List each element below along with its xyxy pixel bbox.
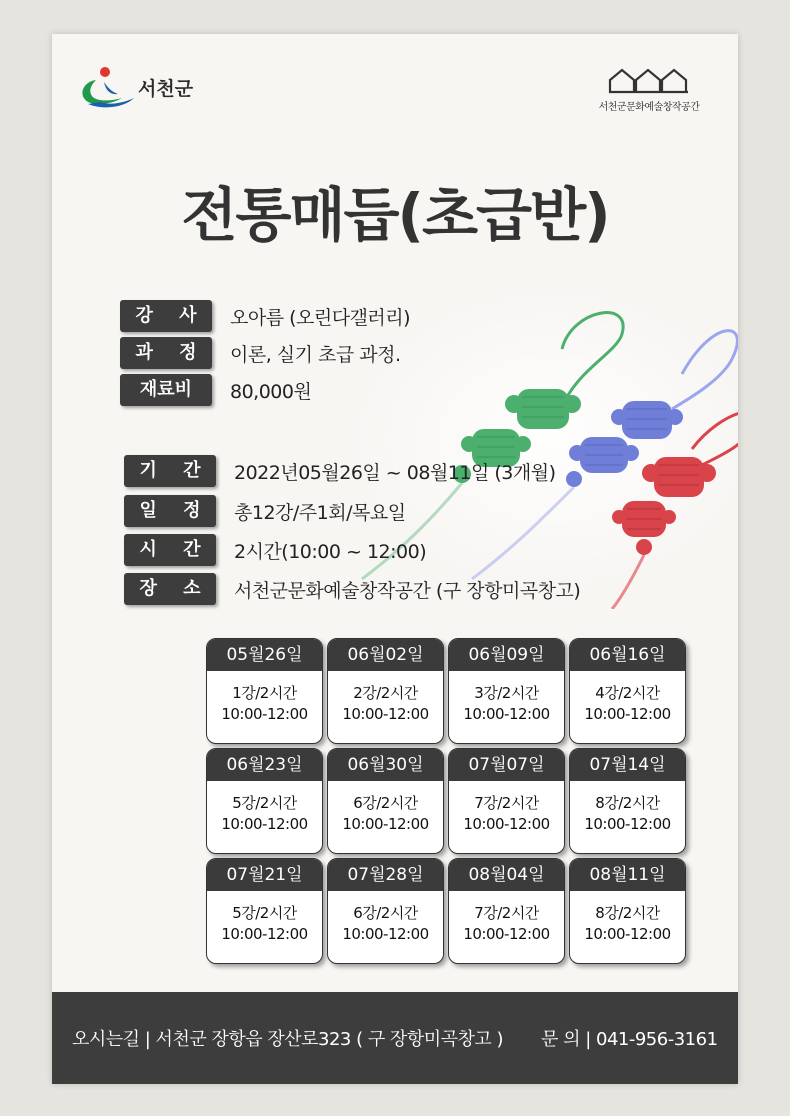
session-date: 06월30일 xyxy=(328,749,443,781)
session-card xyxy=(327,748,444,854)
culture-space-logo xyxy=(584,66,714,113)
footer-address: 오시는길 | 서천군 장항읍 장산로323 ( 구 장항미곡창고 ) xyxy=(72,1029,503,1050)
session-lesson: 8강/2시간 xyxy=(595,904,660,922)
session-date: 07월14일 xyxy=(570,749,685,781)
session-card xyxy=(569,858,686,964)
poster xyxy=(52,34,738,1084)
session-card xyxy=(206,858,323,964)
session-time: 10:00-12:00 xyxy=(221,705,308,723)
session-card xyxy=(569,638,686,744)
session-lesson: 8강/2시간 xyxy=(595,794,660,812)
info-label: 시 간 xyxy=(124,534,216,566)
info-value: 80,000원 xyxy=(230,380,312,403)
info-value: 2022년05월26일 ~ 08월11일 (3개월) xyxy=(234,461,556,484)
session-card xyxy=(448,748,565,854)
info-label: 일 정 xyxy=(124,495,216,527)
session-lesson: 6강/2시간 xyxy=(353,904,418,922)
culture-space-logo-text: 서천군문화예술창작공간 xyxy=(598,102,700,113)
session-date: 08월11일 xyxy=(570,859,685,891)
info-row-instructor xyxy=(120,300,410,332)
session-date: 07월28일 xyxy=(328,859,443,891)
poster-title: 전통매듭(초급반) xyxy=(181,181,609,249)
session-time: 10:00-12:00 xyxy=(221,815,308,833)
info-row-location xyxy=(124,573,580,605)
session-lesson: 7강/2시간 xyxy=(474,904,539,922)
session-date: 07월07일 xyxy=(449,749,564,781)
session-lesson: 6강/2시간 xyxy=(353,794,418,812)
session-card xyxy=(327,638,444,744)
session-calendar xyxy=(206,638,690,964)
session-time: 10:00-12:00 xyxy=(463,815,550,833)
session-lesson: 3강/2시간 xyxy=(474,684,539,702)
session-lesson: 1강/2시간 xyxy=(232,684,297,702)
footer-contact: 문 의 | 041-956-3161 xyxy=(541,1029,718,1050)
info-row-course xyxy=(120,337,401,369)
info-row-time xyxy=(124,534,426,566)
seocheon-logo-text: 서천군 xyxy=(138,77,194,100)
session-lesson: 4강/2시간 xyxy=(595,684,660,702)
footer-bar xyxy=(52,992,738,1084)
session-time: 10:00-12:00 xyxy=(463,705,550,723)
info-value: 이론, 실기 초급 과정. xyxy=(230,343,401,366)
session-time: 10:00-12:00 xyxy=(463,925,550,943)
info-value: 2시간(10:00 ~ 12:00) xyxy=(234,540,427,563)
session-date: 06월16일 xyxy=(570,639,685,671)
info-label: 재료비 xyxy=(120,374,212,406)
info-row-period xyxy=(124,455,556,487)
session-time: 10:00-12:00 xyxy=(584,815,671,833)
session-date: 05월26일 xyxy=(207,639,322,671)
info-label: 과 정 xyxy=(120,337,212,369)
session-card xyxy=(206,748,323,854)
session-time: 10:00-12:00 xyxy=(342,815,429,833)
session-card xyxy=(448,638,565,744)
session-card xyxy=(206,638,323,744)
session-date: 06월23일 xyxy=(207,749,322,781)
session-date: 06월02일 xyxy=(328,639,443,671)
info-label: 장 소 xyxy=(124,573,216,605)
session-card xyxy=(448,858,565,964)
session-lesson: 7강/2시간 xyxy=(474,794,539,812)
seocheon-emblem-icon xyxy=(74,64,136,110)
info-row-schedule xyxy=(124,495,406,527)
info-value: 총12강/주1회/목요일 xyxy=(234,501,406,524)
session-time: 10:00-12:00 xyxy=(342,925,429,943)
session-time: 10:00-12:00 xyxy=(584,925,671,943)
session-card xyxy=(327,858,444,964)
info-value: 오아름 (오린다갤러리) xyxy=(230,306,411,329)
session-time: 10:00-12:00 xyxy=(221,925,308,943)
houses-icon xyxy=(608,66,690,94)
info-row-material-fee xyxy=(120,374,311,406)
seocheon-logo xyxy=(74,64,193,110)
session-date: 06월09일 xyxy=(449,639,564,671)
info-value: 서천군문화예술창작공간 (구 장항미곡창고) xyxy=(234,579,581,602)
session-date: 08월04일 xyxy=(449,859,564,891)
info-label: 기 간 xyxy=(124,455,216,487)
session-date: 07월21일 xyxy=(207,859,322,891)
session-time: 10:00-12:00 xyxy=(584,705,671,723)
session-time: 10:00-12:00 xyxy=(342,705,429,723)
session-lesson: 5강/2시간 xyxy=(232,904,297,922)
info-label: 강 사 xyxy=(120,300,212,332)
session-card xyxy=(569,748,686,854)
session-lesson: 2강/2시간 xyxy=(353,684,418,702)
session-lesson: 5강/2시간 xyxy=(232,794,297,812)
